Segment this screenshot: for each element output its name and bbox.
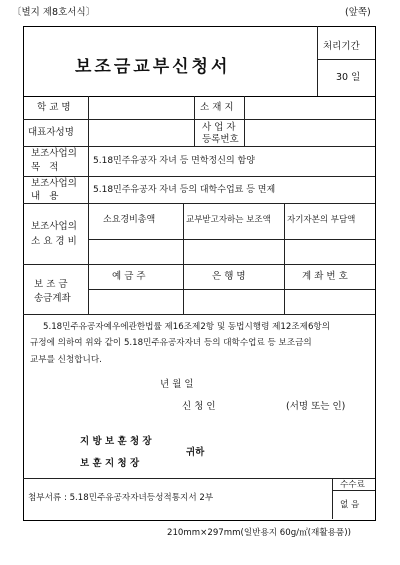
- signature-placeholder: (서명 또는 인): [286, 401, 346, 412]
- account-label: 보 조 금: [34, 279, 68, 290]
- purpose-label: 보조사업의: [31, 148, 77, 159]
- applicant-label: 신 청 인: [182, 401, 216, 412]
- paper-spec: 210mm×297mm(일반용지 60g/㎡(재활용품)): [167, 528, 351, 538]
- school-name-label: 학 교 명: [37, 102, 71, 113]
- cost-self-header: 자기자본의 부담액: [287, 215, 356, 225]
- processing-period-value: 30 일: [336, 72, 361, 83]
- biz-reg-field[interactable]: [246, 121, 372, 145]
- cost-label-2: 소 요 경 비: [31, 236, 77, 247]
- honorific: 귀하: [186, 447, 205, 458]
- account-holder-header: 예 금 주: [112, 271, 146, 282]
- cost-subsidy-header: 교부받고자하는 보조액: [186, 215, 271, 225]
- rep-name-field[interactable]: [90, 121, 192, 145]
- biz-reg-label-2: 등록번호: [202, 134, 239, 145]
- account-number-field[interactable]: [286, 291, 373, 312]
- purpose-label-2: 목 적: [31, 162, 62, 173]
- rep-name-label: 대표자성명: [28, 127, 74, 138]
- biz-reg-label-1: 사 업 자: [202, 122, 236, 133]
- recipient-regional-office: 지 방 보 훈 청 장: [80, 436, 152, 447]
- cost-total-header: 소요경비총액: [103, 215, 156, 225]
- school-name-field[interactable]: [90, 98, 192, 118]
- attachment-documents: 첨부서류 : 5.18민주유공자자녀등성적통지서 2부: [28, 493, 214, 503]
- statement-line-2: 규정에 의하여 위와 같이 5.18민주유공자자녀 등의 대학수업료 등 보조금의: [30, 338, 312, 348]
- content-label: 보조사업의: [31, 178, 77, 189]
- processing-period-label: 처리기간: [323, 41, 360, 52]
- fee-label: 수수료: [340, 480, 365, 490]
- applicant-name-field[interactable]: [226, 398, 282, 414]
- recipient-branch-office: 보 훈 지 청 장: [80, 458, 140, 469]
- account-holder-field[interactable]: [90, 291, 181, 312]
- purpose-value: 5.18민주유공자 자녀 등 면학정신의 함양: [93, 156, 255, 166]
- form-number: 〔별지 제8호서식〕: [12, 7, 96, 18]
- bank-name-header: 은 행 명: [212, 271, 246, 282]
- cost-self-field[interactable]: [286, 241, 373, 262]
- cost-label: 보조사업의: [31, 221, 77, 232]
- statement-line-1: 5.18민주유공자예우에관한법률 제16조제2항 및 동법시행령 제12조제6항의: [43, 322, 331, 332]
- page-side: (앞쪽): [345, 7, 371, 18]
- form-title: 보조금교부신청서: [75, 57, 231, 77]
- application-date: 년 월 일: [160, 379, 194, 390]
- cost-subsidy-field[interactable]: [185, 241, 282, 262]
- account-label-2: 송금계좌: [34, 293, 71, 304]
- account-number-header: 계 좌 번 호: [302, 271, 348, 282]
- location-field[interactable]: [246, 98, 372, 118]
- fee-value: 없 음: [340, 500, 360, 510]
- location-label: 소 재 지: [200, 102, 234, 113]
- bank-name-field[interactable]: [185, 291, 282, 312]
- content-label-2: 내 용: [31, 191, 62, 202]
- cost-total-field[interactable]: [90, 241, 181, 262]
- content-value: 5.18민주유공자 자녀 등의 대학수업료 등 면제: [93, 185, 276, 195]
- statement-line-3: 교부를 신청합니다.: [30, 355, 102, 365]
